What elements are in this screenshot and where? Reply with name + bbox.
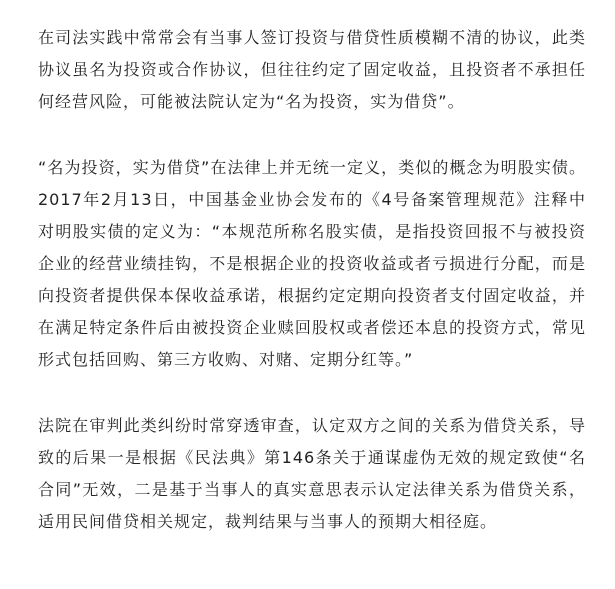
paragraph-court-practice: 法院在审判此类纠纷时常穿透审查，认定双方之间的关系为借贷关系，导致的后果一是根据《民法典》第146条关于通谋虚伪无效的规定致使“名合同”无效，二是基于当事人的真实意思表示认定法律关系为借贷关系，适用民间借贷相关规定，裁判结果与当事人的预期大相径庭。: [38, 416, 586, 531]
paragraph-intro: 在司法实践中常常会有当事人签订投资与借贷性质模糊不清的协议，此类协议虽名为投资或合作协议，但往往约定了固定收益，且投资者不承担任何经营风险，可能被法院认定为“名为投资，实为借贷”。: [38, 28, 586, 111]
article-body: [38, 22, 586, 538]
paragraph-definition: “名为投资，实为借贷”在法律上并无统一定义，类似的概念为明股实债。2017年2月13日，中国基金业协会发布的《4号备案管理规范》注释中对明股实债的定义为：“本规范所称名股实债，是指投资回报不与被投资企业的经营业绩挂钩，不是根据企业的投资收益或者亏损进行分配，而是向投资者提供保本保收益承诺，根据约定定期向投资者支付固定收益，并在满足特定条件后由被投资企业赎回股权或者偿还本息的投资方式，常见形式包括回购、第三方收购、对赌、定期分红等。”: [38, 158, 586, 369]
